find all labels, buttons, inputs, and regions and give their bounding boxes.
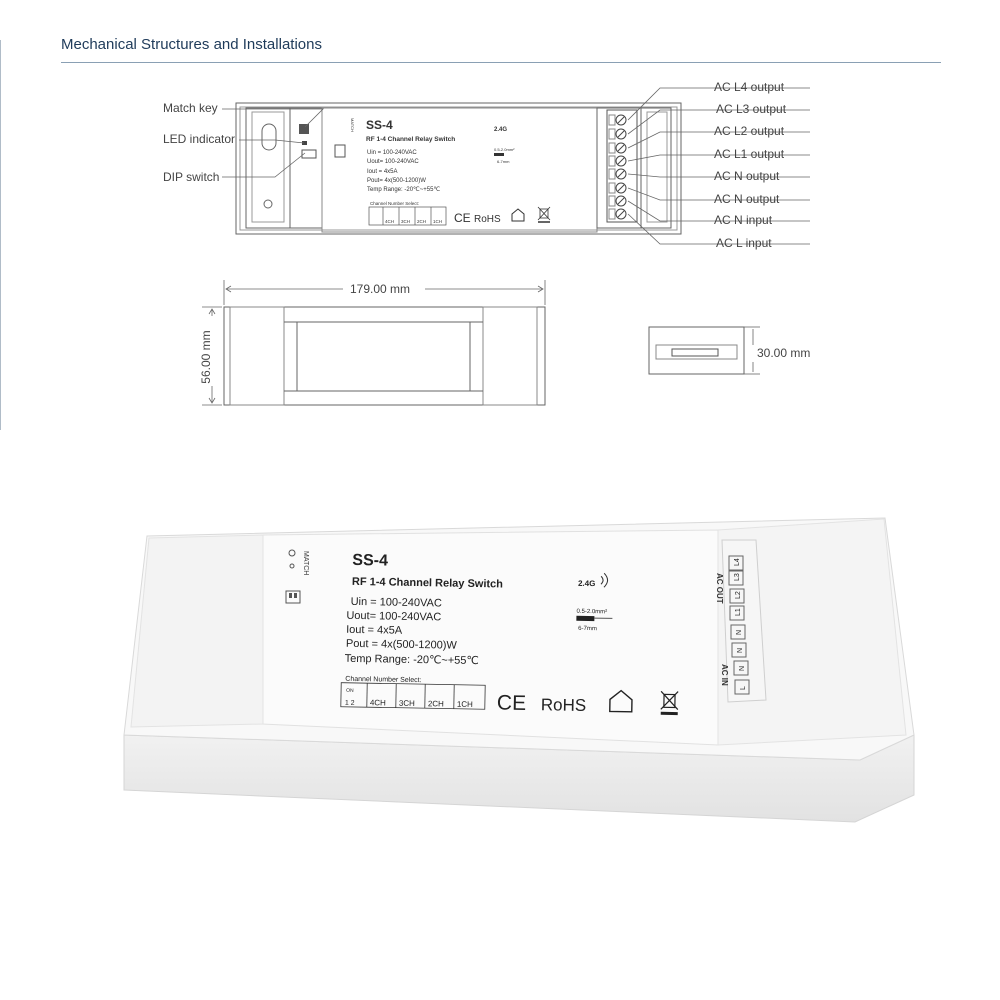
label-ch-4: 4CH — [369, 698, 386, 708]
callout-ac-l3-output: AC L3 output — [716, 102, 787, 116]
label-temp: Temp Range: -20℃~+55℃ — [344, 652, 479, 668]
label-channel-title: Channel Number Select: — [345, 675, 422, 685]
label-weee-icon — [661, 691, 678, 713]
label-pout: Pout = 4x(500-1200)W — [345, 637, 457, 652]
callout-ac-n-output-2: AC N output — [714, 192, 780, 206]
callout-ac-l1-output: AC L1 output — [714, 147, 785, 161]
terminal-label: L1 — [735, 608, 742, 616]
label-ce-mark: CE — [496, 691, 527, 715]
dimension-height: 30.00 mm — [757, 346, 811, 360]
drawing-ce-mark: CE — [454, 211, 471, 225]
label-iout: Iout = 4x5A — [346, 623, 403, 637]
terminal-label: N — [736, 629, 743, 635]
label-match-text: MATCH — [302, 551, 309, 576]
drawing-pout: Pout= 4x(500-1200)W — [367, 178, 426, 184]
label-model: SS-4 — [352, 551, 389, 570]
callout-ac-l4-output: AC L4 output — [714, 80, 785, 94]
drawing-model: SS-4 — [366, 118, 393, 132]
label-ac-in: AC IN — [720, 664, 729, 686]
callout-ac-n-output-1: AC N output — [714, 169, 780, 183]
drawing-ch-2: 2CH — [417, 219, 427, 224]
drawing-uin: Uin = 100-240VAC — [367, 150, 417, 156]
dimension-length: 179.00 mm — [350, 282, 411, 296]
label-rf: 2.4G — [577, 578, 596, 589]
label-strip-length: 6-7mm — [578, 625, 597, 633]
label-home-icon — [610, 690, 632, 711]
page-title: Mechanical Structures and Installations — [61, 36, 322, 53]
drawing-ch-3: 3CH — [401, 219, 411, 224]
label-ch-1: 1CH — [456, 699, 473, 710]
dimension-width: 56.00 mm — [199, 330, 213, 384]
drawing-rohs-mark: RoHS — [474, 214, 501, 225]
callout-ac-l2-output: AC L2 output — [714, 124, 785, 138]
terminal-label: L — [740, 686, 747, 690]
drawing-rf: 2.4G — [494, 127, 508, 133]
drawing-uout: Uout= 100-240VAC — [367, 159, 419, 165]
terminal-label: N — [739, 665, 746, 671]
callout-match-key: Match key — [163, 101, 218, 115]
label-ch-2: 2CH — [427, 699, 444, 709]
label-subtitle: RF 1-4 Channel Relay Switch — [351, 575, 504, 591]
callout-ac-l-input: AC L input — [716, 236, 772, 250]
label-ac-out: AC OUT — [715, 573, 724, 604]
callout-led-indicator: LED indicator — [163, 132, 236, 146]
drawing-iout: Iout = 4x5A — [367, 169, 398, 175]
drawing-channel-title: Channel Number Select: — [370, 201, 420, 206]
drawing-wire-gauge: 0.5-2.0mm² — [494, 147, 515, 152]
terminal-label: L3 — [734, 573, 741, 581]
callout-ac-n-input: AC N input — [714, 213, 773, 227]
drawing-ch-1: 1CH — [433, 219, 443, 224]
drawing-temp: Temp Range: -20℃~+55℃ — [367, 187, 441, 193]
label-dip-on: ON — [346, 687, 354, 694]
label-uin: Uin = 100-240VAC — [350, 595, 442, 610]
label-rohs-mark: RoHS — [540, 695, 587, 715]
label-ch-3: 3CH — [398, 698, 415, 709]
drawing-subtitle: RF 1-4 Channel Relay Switch — [366, 136, 456, 143]
callout-dip-switch: DIP switch — [163, 170, 220, 184]
label-dip-numbers: 1 2 — [344, 699, 355, 707]
terminal-label: N — [737, 647, 744, 653]
drawing-ch-4: 4CH — [385, 219, 395, 224]
wireless-icon — [601, 573, 608, 587]
terminal-label: L4 — [734, 558, 741, 566]
terminal-label: L2 — [735, 591, 742, 599]
label-wire-gauge: 0.5-2.0mm² — [576, 608, 608, 616]
label-uout: Uout= 100-240VAC — [346, 609, 442, 624]
drawing-match-text: MATCH — [350, 118, 355, 132]
drawing-strip-length: 6-7mm — [497, 159, 510, 164]
